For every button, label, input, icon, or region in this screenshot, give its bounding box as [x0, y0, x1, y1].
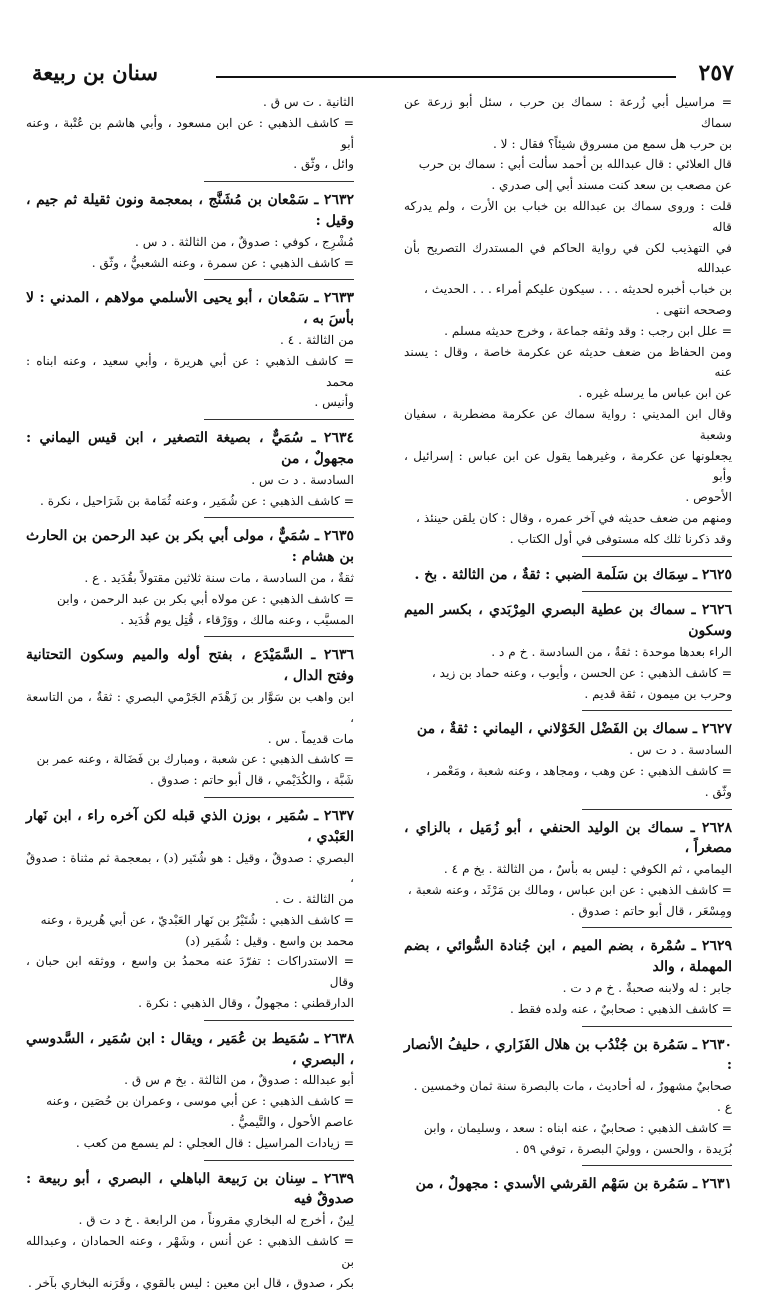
entry-heading: ٢٦٣٥ ـ سُمَيٌّ ، مولى أبي بكر بن عبد الرحمن بن الحارث بن هشام : — [26, 528, 354, 566]
entry-line: بن خباب أخبره لحديثه . . . سيكون عليكم أمراء . . . الحديث ، — [424, 282, 732, 297]
entry-separator — [204, 636, 354, 637]
entry-separator — [582, 1165, 732, 1166]
entry-line: اليمامي ، ثم الكوفي : ليس به بأسٌ ، من الثالثة . بخ م ٤ . — [443, 862, 732, 877]
entry-line: = كاشف الذهبي : عن مولاه أبي بكر بن عبد الرحمن ، وابن — [57, 591, 354, 606]
entry-line: = كاشف الذهبي : عن وهب ، ومجاهد ، وعنه شعبة ، ومَعْمر ، — [426, 763, 732, 778]
entry-separator — [204, 1160, 354, 1161]
entry-line: شَبَّة ، والكُدَيْمي ، قال أبو حاتم : صدوق . — [149, 773, 354, 788]
entry-line: = كاشف الذهبي : عن أبي هريرة ، وأبي سعيد ، وعنه ابناه : محمد — [26, 353, 354, 389]
entry-line: بُرَيدة ، والحسن ، ووليَ البصرة ، توفي ٥٩ . — [515, 1141, 732, 1156]
entry-line: عن مصعب بن سعد كنت مسند أبي إلى صدري . — [491, 178, 732, 193]
entry-line: السادسة . د ت س . — [629, 743, 732, 758]
entry-line: ومن الحفاظ من ضعف حديثه عن عكرمة خاصة ، وقال : يسند عنه — [404, 344, 732, 380]
entry-line: بكر ، صدوق ، قال ابن معين : ليس بالقوي ، وقَرَنه البخاري بآخر . — [27, 1275, 354, 1290]
biography-entry — [26, 1169, 354, 1293]
biography-entry — [26, 288, 354, 413]
entry-line: وقال ابن المديني : رواية سماك عن عكرمة مضطربة ، سفيان وشعبة — [404, 406, 732, 442]
biography-entry — [404, 1174, 732, 1195]
entry-line: عن ابن عباس ما يرسله غيره . — [578, 386, 732, 401]
entry-line: وصححه انتهى . — [655, 302, 732, 317]
biography-entry — [404, 818, 732, 922]
right-column — [404, 92, 732, 1193]
biography-entry — [26, 806, 354, 1014]
entry-line: = كاشف الذهبي : عن سمرة ، وعنه الشعبيُّ ، وثّق . — [91, 255, 354, 270]
entry-separator — [582, 927, 732, 928]
entry-line: الراء بعدها موحدة : ثقةٌ ، من السادسة . خ م د . — [491, 644, 732, 659]
entry-separator — [582, 710, 732, 711]
biography-entry — [26, 645, 354, 791]
entry-line: الأحوص . — [685, 490, 732, 505]
entry-line: = كاشف الذهبي : عن أنس ، وشَهْر ، وعنه الحمادان ، وعبدالله بن — [26, 1234, 354, 1269]
entry-separator — [204, 181, 354, 182]
biography-entry — [404, 936, 732, 1019]
biography-entry — [26, 1029, 354, 1154]
page-number: ٢٥٧ — [698, 60, 734, 86]
entry-line: مات قديماً . س . — [267, 731, 354, 746]
entry-line: = كاشف الذهبي : صحابيٌ ، عنه ابناه : سعد ، وسليمان ، وابن — [423, 1120, 732, 1135]
entry-line: ومنهم من ضعف حديثه في آخر عمره ، وقال : كان يلقن حينئذ ، — [416, 510, 732, 525]
left-column — [26, 92, 354, 1290]
page-header — [26, 52, 738, 92]
entry-line: وقد ذكرنا ثلك كله مستوفى في أول الكتاب . — [509, 531, 732, 546]
entry-line: ابن واهب بن سَوَّار بن زَهْدَم الجَرْمي البصري : ثقةٌ ، من التاسعة ، — [26, 689, 354, 725]
entry-heading: ٢٦٣٠ ـ سَمُرة بن جُنْدُب بن هلال الفَزَاري ، حليفُ الأنصار : — [404, 1036, 732, 1074]
entry-separator — [582, 1026, 732, 1027]
entry-line: ثقةٌ ، من السادسة ، مات سنة ثلاثين مقتولاً بقُدَيد . ع . — [84, 570, 354, 585]
entry-line: = كاشف الذهبي : صحابيٌ ، عنه ولده فقط . — [510, 1001, 732, 1016]
entry-separator — [204, 419, 354, 420]
entry-line: بن حرب هل سمع من مسروق شيئاً؟ فقال : لا . — [492, 136, 732, 151]
entry-line: جابر : له ولابنه صحبةٌ . خ م د ت . — [562, 981, 732, 996]
biography-entry — [26, 92, 354, 175]
entry-line: = علل ابن رجب : وقد وثقه جماعة ، وخرج حديثه مسلم . — [444, 323, 732, 338]
entry-line: أبو عبدالله : صدوقٌ ، من الثالثة . بخ م س ق . — [124, 1073, 354, 1088]
entry-heading: ٢٦٢٩ ـ سُمْرة ، بضم الميم ، ابن جُنادة السُّوائي ، بضم المهملة ، والد — [404, 938, 732, 976]
entry-separator — [204, 797, 354, 798]
entry-heading: ٢٦٣٣ ـ سَمْعان ، أبو يحيى الأسلمي مولاهم ، المدني : لا بأسَ به ، — [26, 290, 354, 328]
entry-heading: ٢٦٣٩ ـ سِنان بن رَبيعة الباهلي ، البصري ، أبو ربيعة : صدوقٌ فيه — [26, 1170, 354, 1208]
entry-line: يجعلونها عن عكرمة ، وغيرهما يقول عن ابن عباس : إسرائيل ، وأبو — [404, 448, 732, 484]
header-rule — [216, 76, 676, 78]
entry-line: قال العلائي : قال عبدالله بن أحمد سألت أبي : سماك بن حرب — [418, 157, 732, 172]
biography-entry — [404, 600, 732, 704]
biography-entry — [26, 526, 354, 630]
entry-line: المسيَّب ، وعنه مالك ، ووَرْقاء ، قُتِل يوم قُدَيد . — [120, 612, 354, 627]
entry-heading: ٢٦٣٦ ـ السَّمَيْدَع ، بفتح أوله والميم وسكون التحتانية وفتح الدال ، — [26, 647, 354, 685]
entry-heading: ٢٦٢٨ ـ سماك بن الوليد الحنفي ، أبو زُمَيل ، بالزاي ، مصغراً ، — [404, 819, 732, 857]
entry-separator — [204, 1020, 354, 1021]
entry-line: مُشْرِج ، كوفي : صدوقٌ ، من الثالثة . د س . — [134, 234, 354, 249]
entry-heading: ٢٦٢٧ ـ سماك بن الفَضْل الخَوْلاني ، اليماني : ثقةٌ ، من — [416, 721, 732, 738]
entry-separator — [582, 809, 732, 810]
entry-line: صحابيٌ مشهورٌ ، له أحاديث ، مات بالبصرة سنة ثمان وخمسين . — [413, 1079, 732, 1094]
entry-line: محمد بن واسع . وقيل : شُمَير (د) — [185, 933, 354, 948]
entry-heading: ٢٦٣٤ ـ سُمَيٌّ ، بصيغة التصغير ، ابن قيس اليماني : مجهولٌ ، من — [26, 430, 354, 467]
entry-line: = كاشف الذهبي : عن ابن مسعود ، وأبي هاشم بن عُتْبة ، وعنه أبو — [26, 115, 354, 151]
entry-line: السادسة . د ت س . — [251, 472, 354, 487]
entry-line: = كاشف الذهبي : عن أبي موسى ، وعمران بن حُصَين ، وعنه — [46, 1094, 354, 1109]
entry-line: = كاشف الذهبي : عن شُمَير ، وعنه ثُمَامة بن شَرَاحيل ، نكرة . — [40, 493, 354, 508]
entry-separator — [582, 556, 732, 557]
entry-line: = كاشف الذهبي : عن الحسن ، وأيوب ، وعنه حماد بن زيد ، — [431, 665, 732, 680]
entry-line: = كاشف الذهبي : شُتَيْرُ بن نَهار العَبْديّ ، عن أبي هُريرة ، وعنه — [40, 912, 354, 927]
entry-line: عاصم الأحول ، والتَّيميُّ . — [230, 1115, 354, 1130]
entry-line: ومِسْعَر ، قال أبو حاتم : صدوق . — [570, 903, 732, 918]
entry-line: = كاشف الذهبي : عن ابن عباس ، ومالك بن مَرْثَد ، وعنه شعبة ، — [407, 882, 732, 897]
entry-line: في التهذيب لكن في رواية الحاكم في المستدرك التصريح بأن عبدالله — [404, 240, 732, 276]
entry-heading: ٢٦٣١ ـ سَمُرة بن سَهْم القرشي الأسدي : مجهولٌ ، من — [415, 1176, 732, 1193]
entry-line: وأنيس . — [314, 395, 354, 410]
entry-heading: ٢٦٣٧ ـ سُمَير ، بوزن الذي قبله لكن آخره راء ، ابن نَهار العَبْدي ، — [26, 807, 354, 845]
biography-entry — [404, 565, 732, 586]
entry-line: البصري : صدوقٌ ، وقيل : هو شُتَير (د) ، بمعجمة ثم مثناة : صدوقٌ ، — [26, 850, 354, 886]
entry-line: ع . — [716, 1100, 732, 1115]
entry-heading: ٢٦٢٥ ـ سِمَاك بن سَلَمة الضبي : ثقةٌ ، من الثالثة . بخ . — [414, 566, 732, 583]
entry-line: الثانية . ت س ق . — [262, 95, 354, 109]
entry-line: قلت : وروى سماك بن عبدالله بن خباب بن الأرت ، ولم يدركه قاله — [404, 198, 732, 234]
entry-separator — [204, 279, 354, 280]
entry-line: = كاشف الذهبي : عن شعبة ، ومبارك بن فَضَالة ، وعنه عمر بن — [36, 752, 354, 767]
biography-entry — [26, 190, 354, 273]
running-title: سنان بن ربيعة — [32, 60, 158, 85]
entry-heading: ٢٦٣٢ ـ سَمْعان بن مُشَنَّج ، بمعجمة ونون ثقيلة ثم جيم ، وقيل : — [26, 192, 354, 229]
entry-heading: ٢٦٣٨ ـ سُمَيط بن عُمَير ، ويقال : ابن سُمَير ، السَّدوسي ، البصري ، — [26, 1030, 354, 1068]
entry-line: الدارقطني : مجهولٌ ، وقال الذهبي : نكرة . — [138, 996, 354, 1011]
entry-line: من الثالثة . ٤ . — [279, 332, 354, 347]
entry-heading: ٢٦٢٦ ـ سماك بن عطية البصري المِرْبَدي ، بكسر الميم وسكون — [404, 602, 732, 640]
entry-separator — [582, 591, 732, 592]
entry-line: وائل ، وثّق . — [293, 157, 354, 172]
entry-line: = زيادات المراسيل : قال العجلي : لم يسمع من كعب . — [75, 1135, 354, 1150]
biography-entry — [404, 1035, 732, 1160]
entry-line: وثّق . — [704, 784, 732, 799]
entry-line: = مراسيل أبي زُرعة : سماك بن حرب ، سئل أبو زرعة عن سماك — [404, 95, 732, 130]
entry-separator — [204, 517, 354, 518]
entry-line: لِينٌ ، أخرج له البخاري مقروناً ، من الرابعة . خ د ت ق . — [78, 1213, 354, 1228]
biography-entry — [404, 92, 732, 550]
entry-line: = الاستدراكات : تفرّدَ عنه محمدُ بن واسع ، ووثقه ابن حبان ، وقال — [26, 954, 354, 990]
entry-line: من الثالثة . ت . — [275, 892, 354, 907]
biography-entry — [404, 719, 732, 802]
entry-line: وحرب بن ميمون ، ثقة قديم . — [584, 686, 732, 701]
biography-entry — [26, 428, 354, 511]
